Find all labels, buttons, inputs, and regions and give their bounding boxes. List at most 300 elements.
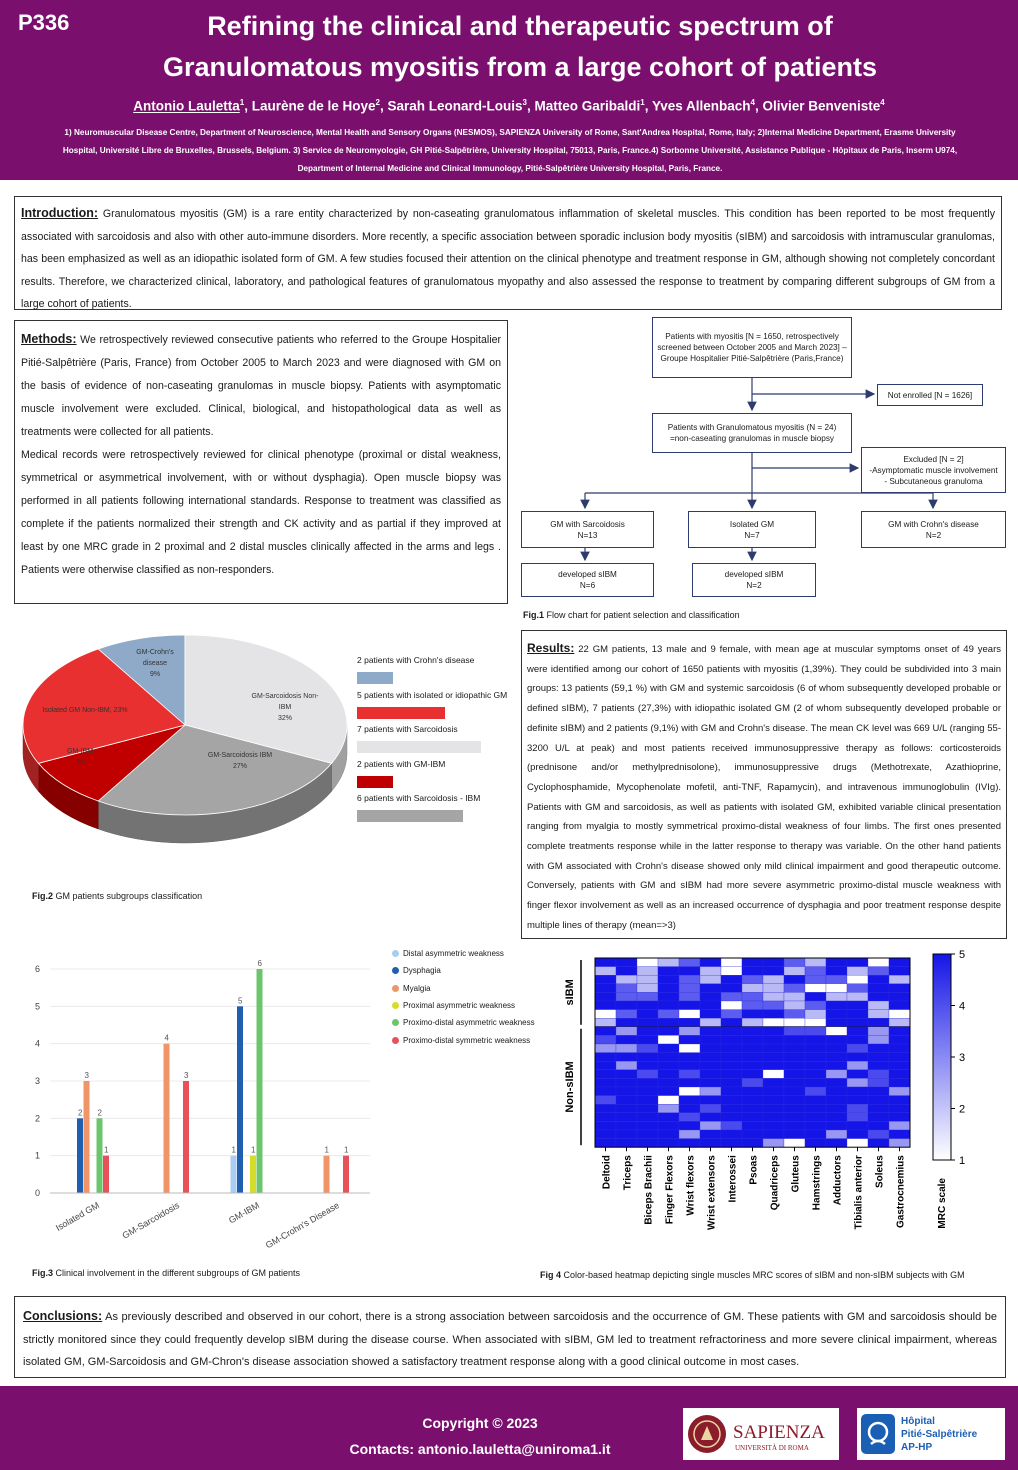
heatmap-cell [700, 1001, 721, 1010]
pie-slice-label: Isolated GM Non-IBM, 23% [42, 707, 128, 714]
heatmap-cell [763, 967, 784, 976]
results-heading: Results: [527, 641, 575, 655]
bar-legend-item [392, 997, 535, 1014]
heatmap-cell [805, 1001, 826, 1010]
affiliations: 1) Neuromuscular Disease Centre, Department of Neuroscience, Mental Health and Sensory Organs (NESMOS), SAPIENZA University of Rome, Sant'Andrea Hospital, Rome, Italy; 2)Internal Medicine Department, Erasme University Hospital, Université Libre de Bruxelles, Brussels, Belgium. 3) Service de Neuromyologie, GH Pitié-Salpêtrière, University Hospital, 75013, Paris, France.4) Sorbonne Université, Assistance Publique - Hôpitaux de Paris, Inserm U974, Department of Internal Medicine and Clinical Immunology, Pitié-Salpêtrière University Hospital, Paris, France. [62, 128, 958, 173]
heatmap-cell [847, 1010, 868, 1019]
heatmap-cell [616, 1027, 637, 1036]
heatmap-cell [637, 1078, 658, 1087]
heatmap-cell [637, 1121, 658, 1130]
heatmap-cell [763, 1061, 784, 1070]
heatmap-cell [868, 1113, 889, 1122]
bar-legend-swatch [392, 985, 399, 992]
heatmap-cell [679, 1130, 700, 1139]
heatmap-cell [742, 1078, 763, 1087]
heatmap-cell [658, 1113, 679, 1122]
heatmap-cell [616, 967, 637, 976]
bar-category-label: GM-Crohn's Disease [263, 1200, 341, 1251]
heatmap-cell [847, 1027, 868, 1036]
heatmap-cell [805, 1035, 826, 1044]
heatmap-cell [826, 1139, 847, 1148]
heatmap-cell [637, 1035, 658, 1044]
heatmap-cell [763, 1018, 784, 1027]
bar-y-tick-label: 5 [34, 1001, 40, 1012]
heatmap-cell [679, 1035, 700, 1044]
heatmap-group-label: Non-sIBM [564, 1061, 576, 1113]
heatmap-cell [700, 1070, 721, 1079]
heatmap-cell [742, 1001, 763, 1010]
heatmap-cell [637, 1139, 658, 1148]
bar-data-label: 1 [324, 1145, 329, 1155]
heatmap-cell [784, 992, 805, 1001]
heatmap-column-label: Soleus [874, 1155, 886, 1188]
heatmap-cell [868, 1035, 889, 1044]
heatmap-cell [742, 1027, 763, 1036]
heatmap-cell [889, 1139, 910, 1148]
heatmap-cell [742, 1010, 763, 1019]
heatmap-cell [595, 984, 616, 993]
heatmap-cell [784, 1018, 805, 1027]
heatmap-cell [658, 1027, 679, 1036]
flowchart-screened-box: Patients with myositis [N = 1650, retrospectively screened between October 2005 and March 2023] – Groupe Hospitalier Pitié-Salpêtrière (Paris,France) [652, 317, 852, 378]
heatmap-cell [721, 1130, 742, 1139]
fig3-caption: Fig.3 Clinical involvement in the different subgroups of GM patients [32, 1268, 300, 1278]
heatmap-cell [679, 1053, 700, 1062]
bar-y-tick-label: 6 [34, 964, 40, 974]
pie-slice-label: 9% [149, 671, 161, 678]
heatmap-cell [679, 1010, 700, 1019]
fig1-caption: Fig.1 Flow chart for patient selection and classification [523, 610, 740, 620]
heatmap-cell [889, 1078, 910, 1087]
heatmap-cell [721, 1061, 742, 1070]
heatmap-cell [868, 1061, 889, 1070]
heatmap-cell [868, 984, 889, 993]
results-text: 22 GM patients, 13 male and 9 female, with mean age at muscular symptoms onset of 49 years were identified among our cohort of 1650 patients with myositis (1,39%). They could be subdivided into 3 main groups: 13 patients (59,1 %) with GM and systemic sarcoidosis (6 of whom subsequently developed probable or defined sIBM), 7 patients (27,3%) with idiopathic isolated GM (2 of whom subsequently developed probable or definite sIBM) and 2 patients (9,1%) with GM and Crohn's disease. The mean CK level was 669 U/L (ranging 55-3200 U/L at peak) and most patients received immunosuppressive therapy as follows: corticosteroids (prednisone and/or methylprednisolone), immunosuppressive drugs (Methotrexate, Azathioprine, Cyclophosphamide, Mycophenolate mofetil, anti-TNF, Rapamycin), and intravenous immunoglobulin (IVIg). Patients with GM and sarcoidosis, as well as patients with isolated GM, exhibited variable clinical presentation ranging from myalgia to mostly symmetrical proximo-distal weakness of four limbs. The first ones presented complete treatments response while in the latter response to therapy was variable. On the other hand patients with GM associated with Crohn's disease showed only mild clinical impairment and good therapeutic outcome. Conversely, patients with GM and sIBM had more severe asymmetric proximo-distal muscle weakness with finger flexor involvement as well as an increased occurrence of dysphagia and poor treatment response despite multiple lines of therapy (mean=>3) [527, 644, 1001, 931]
heatmap-column-label: Finger Flexors [664, 1155, 676, 1225]
bar-data-label: 6 [257, 959, 262, 968]
heatmap-cell [742, 958, 763, 967]
heatmap-column-label: Psoas [748, 1155, 760, 1185]
heatmap-cell [784, 1121, 805, 1130]
heatmap-cell [805, 1113, 826, 1122]
heatmap-cell [637, 984, 658, 993]
heatmap-cell [784, 975, 805, 984]
bar-data-label: 3 [84, 1071, 89, 1080]
bar-legend-item [392, 945, 535, 962]
copyright-text: Copyright © 2023 [422, 1415, 538, 1431]
heatmap-cell [784, 1096, 805, 1105]
heatmap-cell [700, 1078, 721, 1087]
heatmap-cell [658, 992, 679, 1001]
heatmap-cell [784, 1027, 805, 1036]
heatmap-cell [700, 1027, 721, 1036]
heatmap-cell [658, 967, 679, 976]
pie-chart [0, 620, 360, 880]
heatmap-cell [679, 1113, 700, 1122]
heatmap-cell [742, 967, 763, 976]
bar-chart-legend [392, 945, 535, 1049]
bar-category-label: Isolated GM [53, 1200, 101, 1233]
heatmap-cell [595, 1035, 616, 1044]
heatmap-cell [595, 1096, 616, 1105]
heatmap-cell [889, 1035, 910, 1044]
heatmap-cell [784, 1087, 805, 1096]
heatmap-cell [847, 1104, 868, 1113]
heatmap-cell [595, 958, 616, 967]
heatmap-cell [826, 1035, 847, 1044]
pie-legend-label: 5 patients with isolated or idiopathic GM [357, 689, 508, 700]
heatmap-column-label: Biceps Brachii [643, 1155, 655, 1225]
pie-legend-swatch [357, 741, 481, 753]
heatmap-cell [805, 1078, 826, 1087]
methods-text-2: Medical records were retrospectively reviewed for clinical phenotype (proximal or distal weakness, symmetrical or asymmetrical involvement, with or without dysphagia). Open muscle biopsy was performed in all patients following international standards. Response to treatment was classified as complete if the patients normalized their strength and CK activity and as partial if they improved at least by one MRC grade in 2 proximal and 2 distal muscles clinically affected in the arms and legs . Patients were otherwise classified as non-responders. [21, 449, 501, 576]
heatmap-cell [721, 967, 742, 976]
heatmap-cell [658, 1070, 679, 1079]
heatmap-cell [700, 958, 721, 967]
heatmap-cell [889, 1044, 910, 1053]
bar [324, 1156, 330, 1193]
flowchart-crohn-box: GM with Crohn's disease N=2 [861, 511, 1006, 548]
heatmap-cell [868, 1044, 889, 1053]
heatmap-cell [889, 1130, 910, 1139]
poster-footer [0, 1386, 1018, 1470]
heatmap-cell [826, 984, 847, 993]
heatmap-cell [784, 1061, 805, 1070]
heatmap-cell [721, 1104, 742, 1113]
heatmap-column-label: Wrist flexors [685, 1155, 697, 1216]
heatmap-cell [868, 1139, 889, 1148]
pie-slice-label: IBM [278, 704, 292, 711]
heatmap-cell [889, 1087, 910, 1096]
heatmap-cell [595, 1001, 616, 1010]
bar [237, 1006, 243, 1193]
heatmap-cell [763, 1053, 784, 1062]
heatmap-cell [826, 967, 847, 976]
heatmap-cell [700, 992, 721, 1001]
heatmap-cell [805, 1104, 826, 1113]
heatmap-cell [784, 1044, 805, 1053]
bar-legend-item [392, 1014, 535, 1031]
heatmap-cell [616, 1044, 637, 1053]
heatmap-cell [742, 1121, 763, 1130]
heatmap-cell [700, 967, 721, 976]
heatmap-cell [658, 1010, 679, 1019]
bar-data-label: 1 [344, 1145, 349, 1155]
heatmap-cell [784, 1070, 805, 1079]
heatmap-cell [889, 1053, 910, 1062]
heatmap-cell [700, 984, 721, 993]
heatmap-cell [868, 1001, 889, 1010]
bar-category-label: GM-Sarcoidosis [120, 1200, 181, 1241]
bar-data-label: 4 [164, 1033, 169, 1043]
introduction-heading: Introduction: [21, 206, 99, 220]
bar-data-label: 3 [184, 1071, 189, 1080]
heatmap-cell [784, 1104, 805, 1113]
aphp-logo [857, 1408, 1005, 1460]
heatmap-cell [784, 1130, 805, 1139]
methods-text-1: We retrospectively reviewed consecutive patients who referred to the Groupe Hospitalier Pitié-Salpêtrière (Paris, France) from October 2005 to March 2023 and were diagnosed with GM on the basis of evidence of non-caseating granulomas in muscle biopsy. Patients with asymptomatic muscle involvement were excluded. Clinical, biological, and histopathological data as well as treatments were collected for all patients. [21, 334, 501, 438]
heatmap-cell [721, 1070, 742, 1079]
bar-data-label: 1 [104, 1145, 109, 1155]
heatmap-cell [595, 1018, 616, 1027]
heatmap-cell [637, 1070, 658, 1079]
heatmap-cell [616, 1001, 637, 1010]
heatmap-cell [721, 1018, 742, 1027]
pie-legend-swatch [357, 810, 463, 822]
heatmap-cell [595, 1010, 616, 1019]
heatmap-cell [763, 1130, 784, 1139]
heatmap-column-label: Adductors [832, 1155, 844, 1206]
heatmap-cell [616, 1121, 637, 1130]
heatmap-cell [721, 975, 742, 984]
flowchart-sarcoidosis-box: GM with Sarcoidosis N=13 [521, 511, 654, 548]
bar-legend-swatch [392, 1037, 399, 1044]
heatmap-cell [889, 1113, 910, 1122]
poster-title [90, 6, 950, 88]
heatmap-cell [637, 1087, 658, 1096]
heatmap-cell [847, 1061, 868, 1070]
bar-legend-label: Proximo-distal symmetric weakness [403, 1035, 531, 1045]
bar-y-tick-label: 1 [34, 1150, 40, 1161]
heatmap-cell [595, 1139, 616, 1148]
heatmap-cell [742, 975, 763, 984]
heatmap-cell [679, 1121, 700, 1130]
heatmap-cell [847, 967, 868, 976]
bar-y-tick-label: 2 [34, 1113, 40, 1124]
poster-id: P336 [18, 10, 70, 35]
heatmap-cell [805, 1018, 826, 1027]
heatmap-cell [847, 1070, 868, 1079]
heatmap-cell [637, 1096, 658, 1105]
pie-slice-label: GM-Sarcoidosis Non- [251, 693, 319, 700]
heatmap-cell [826, 1070, 847, 1079]
heatmap-cell [763, 1010, 784, 1019]
heatmap-cell [595, 1070, 616, 1079]
heatmap-cell [826, 1010, 847, 1019]
heatmap-cell [805, 1087, 826, 1096]
heatmap-cell [679, 1139, 700, 1148]
heatmap-colorbar-tick-label: 1 [959, 1155, 966, 1167]
bar [97, 1118, 103, 1193]
bar [183, 1081, 189, 1193]
introduction-section [14, 196, 1002, 310]
heatmap-cell [742, 1053, 763, 1062]
flowchart-developed-sibm-1: developed sIBM N=6 [521, 563, 654, 597]
heatmap-cell [847, 1096, 868, 1105]
heatmap-cell [889, 1027, 910, 1036]
heatmap-cell [616, 1018, 637, 1027]
heatmap-cell [868, 1053, 889, 1062]
heatmap-cell [742, 1104, 763, 1113]
heatmap-cell [826, 958, 847, 967]
heatmap-cell [658, 1096, 679, 1105]
heatmap-cell [805, 1044, 826, 1053]
heatmap-cell [847, 1053, 868, 1062]
heatmap-cell [889, 1010, 910, 1019]
bar-legend-swatch [392, 967, 399, 974]
heatmap-cell [679, 1018, 700, 1027]
poster-header [0, 0, 1018, 180]
heatmap-cell [847, 1001, 868, 1010]
heatmap-cell [658, 1087, 679, 1096]
heatmap-cell [721, 1001, 742, 1010]
heatmap-cell [721, 1044, 742, 1053]
heatmap-cell [868, 967, 889, 976]
heatmap-cell [763, 1027, 784, 1036]
pie-slice-label: 27% [232, 763, 248, 770]
flowchart-developed-sibm-2: developed sIBM N=2 [692, 563, 816, 597]
bar-legend-swatch [392, 950, 399, 957]
heatmap-cell [847, 984, 868, 993]
heatmap-cell [595, 1027, 616, 1036]
heatmap-cell [889, 967, 910, 976]
heatmap-cell [595, 1104, 616, 1113]
heatmap-cell [805, 1130, 826, 1139]
heatmap-cell [847, 958, 868, 967]
heatmap-cell [826, 1087, 847, 1096]
heatmap-cell [868, 1027, 889, 1036]
heatmap-cell [847, 1018, 868, 1027]
heatmap-cell [784, 984, 805, 993]
bar-legend-label: Myalgia [403, 983, 431, 993]
heatmap-cell [868, 992, 889, 1001]
heatmap-cell [721, 1027, 742, 1036]
heatmap-cell [742, 1061, 763, 1070]
heatmap-cell [679, 975, 700, 984]
pie-slice-label: 32% [277, 715, 293, 722]
heatmap-cell [763, 984, 784, 993]
heatmap-cell [805, 992, 826, 1001]
heatmap-cell [763, 1121, 784, 1130]
heatmap-cell [805, 1139, 826, 1148]
author-name: Sarah Leonard-Louis [387, 98, 523, 114]
bar [164, 1044, 170, 1193]
heatmap-cell [616, 1061, 637, 1070]
heatmap-cell [637, 1053, 658, 1062]
heatmap-cell [763, 1139, 784, 1148]
pie-slice-label: GM-Crohn's [136, 649, 174, 656]
heatmap-cell [826, 1078, 847, 1087]
sapienza-logo [683, 1408, 839, 1460]
heatmap-cell [679, 958, 700, 967]
heatmap-cell [826, 1061, 847, 1070]
heatmap-cell [889, 992, 910, 1001]
heatmap-cell [679, 1078, 700, 1087]
heatmap-cell [616, 984, 637, 993]
heatmap-cell [637, 992, 658, 1001]
heatmap-colorbar-label: MRC scale [937, 1178, 948, 1229]
heatmap-cell [637, 1113, 658, 1122]
heatmap-cell [889, 1070, 910, 1079]
title-line-2: Granulomatous myositis from a large cohort of patients [162, 52, 878, 82]
pie-legend-swatch [357, 672, 393, 684]
heatmap-column-label: Tibialis anterior [853, 1155, 865, 1230]
heatmap-cell [847, 1044, 868, 1053]
heatmap-cell [742, 984, 763, 993]
heatmap-cell [784, 1001, 805, 1010]
pie-legend-label: 2 patients with GM-IBM [357, 758, 446, 769]
heatmap-cell [742, 1139, 763, 1148]
heatmap-cell [805, 1053, 826, 1062]
bar [343, 1156, 349, 1193]
heatmap-cell [595, 1121, 616, 1130]
heatmap-cell [637, 1104, 658, 1113]
contact-email[interactable]: Contacts: antonio.lauletta@uniroma1.it [349, 1441, 611, 1457]
heatmap-cell [889, 984, 910, 993]
heatmap-cell [679, 1001, 700, 1010]
bar-legend-swatch [392, 1002, 399, 1009]
heatmap-cell [826, 975, 847, 984]
heatmap-cell [784, 1139, 805, 1148]
heatmap-cell [721, 1113, 742, 1122]
heatmap-cell [847, 975, 868, 984]
heatmap-cell [595, 1078, 616, 1087]
heatmap-cell [595, 967, 616, 976]
heatmap-cell [679, 1087, 700, 1096]
fig2-caption: Fig.2 GM patients subgroups classification [32, 891, 203, 901]
bar-data-label: 2 [78, 1108, 83, 1118]
heatmap-cell [763, 1070, 784, 1079]
bar [77, 1118, 83, 1193]
heatmap-cell [658, 1018, 679, 1027]
bar-legend-swatch [392, 1019, 399, 1026]
heatmap-cell [679, 1027, 700, 1036]
svg-text:SAPIENZA: SAPIENZA [733, 1422, 825, 1443]
heatmap-cell [658, 984, 679, 993]
heatmap-cell [805, 975, 826, 984]
heatmap-cell [700, 1130, 721, 1139]
heatmap-cell [826, 1096, 847, 1105]
heatmap-cell [826, 1104, 847, 1113]
pie-slice-label: 9% [74, 759, 86, 766]
heatmap-cell [889, 975, 910, 984]
heatmap-cell [658, 1121, 679, 1130]
methods-heading: Methods: [21, 332, 77, 346]
conclusions-heading: Conclusions: [23, 1309, 103, 1323]
bar [231, 1156, 237, 1193]
pie-legend-label: 2 patients with Crohn's disease [357, 655, 475, 665]
heatmap-cell [721, 1096, 742, 1105]
flowchart-isolated-box: Isolated GM N=7 [688, 511, 816, 548]
heatmap-cell [784, 1078, 805, 1087]
heatmap-cell [616, 1096, 637, 1105]
conclusions-text: As previously described and observed in our cohort, there is a strong association between sarcoidosis and the occurrence of GM. These patients with GM and sarcoidosis should be strictly monitored since they could frequently develop sIBM during the disease course. When associated with sIBM, GM led to treatment refractoriness and more severe clinical impairment, whereas isolated GM, GM-Sarcoidosis and GM-Chron's disease association showed a satisfactory treatment response along with a good clinical outcome in most cases. [23, 1311, 997, 1368]
bar-y-tick-label: 0 [34, 1188, 40, 1198]
heatmap-cell [868, 1087, 889, 1096]
svg-text:Pitié-Salpêtrière: Pitié-Salpêtrière [901, 1429, 978, 1440]
heatmap-cell [700, 1139, 721, 1148]
author-name: Laurène de le Hoye [251, 98, 376, 114]
heatmap-cell [868, 1070, 889, 1079]
heatmap-cell [595, 1061, 616, 1070]
heatmap-cell [826, 1113, 847, 1122]
heatmap-cell [742, 1044, 763, 1053]
heatmap-cell [658, 1053, 679, 1062]
heatmap-cell [826, 1130, 847, 1139]
heatmap-cell [721, 1078, 742, 1087]
results-section [521, 630, 1007, 939]
heatmap-cell [847, 1121, 868, 1130]
heatmap-cell [805, 1121, 826, 1130]
heatmap-cell [826, 1053, 847, 1062]
heatmap-cell [658, 1130, 679, 1139]
heatmap-cell [763, 1078, 784, 1087]
heatmap-cell [658, 1001, 679, 1010]
heatmap-cell [721, 1087, 742, 1096]
heatmap-cell [826, 1027, 847, 1036]
bar-y-tick-label: 4 [34, 1038, 40, 1049]
heatmap-cell [742, 1035, 763, 1044]
